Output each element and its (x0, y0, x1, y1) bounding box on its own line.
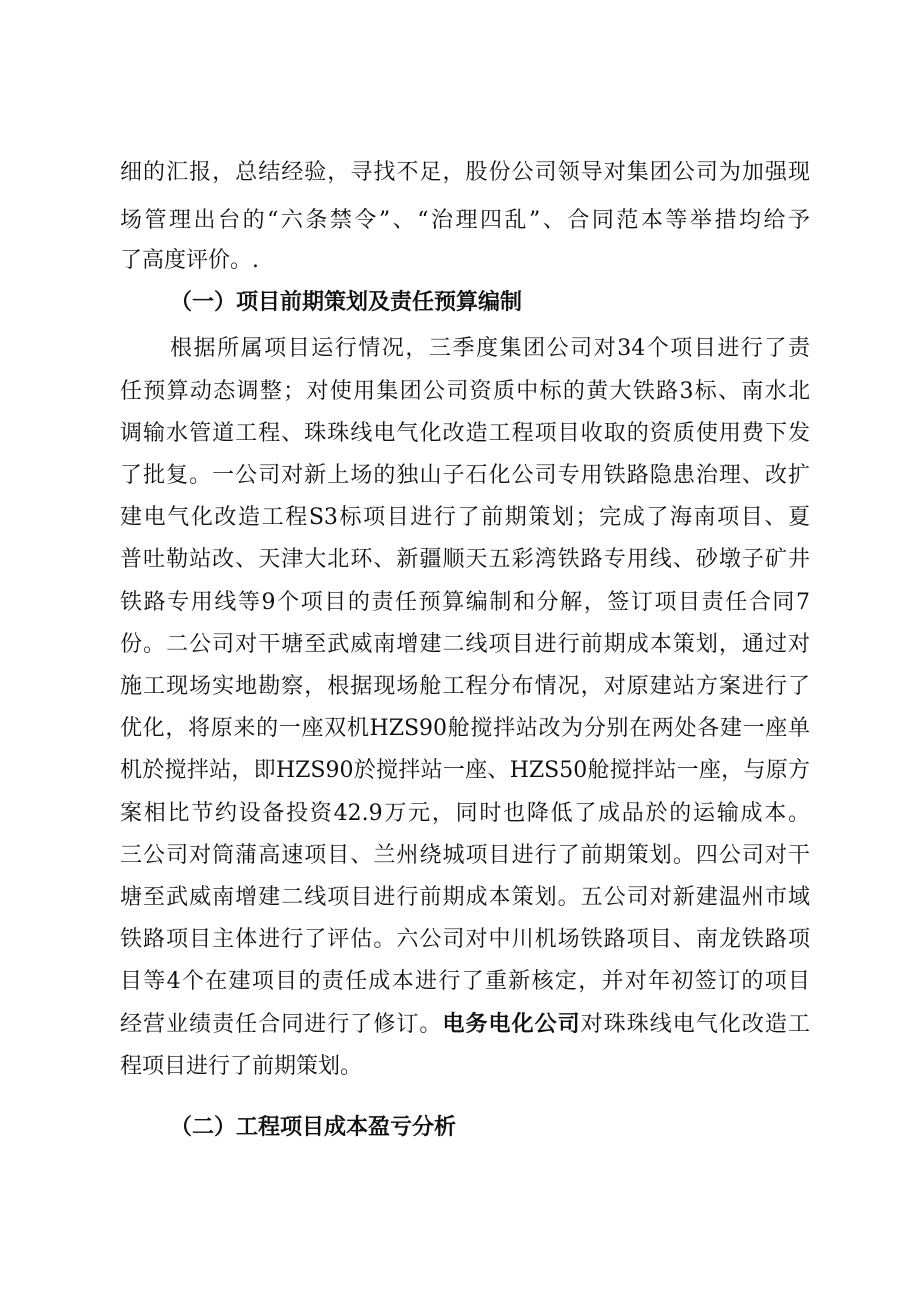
paragraph-line: 程项目进行了前期策划。 (120, 1054, 363, 1079)
paragraph-line-with-bold (120, 1007, 810, 1043)
paragraph-line: 塘至武威南增建二线项目进行前期成本策划。五公司对新建温州市域 (120, 885, 810, 910)
paragraph-line: 细的汇报，总结经验，寻找不足，股份公司领导对集团公司为加强现 (120, 160, 810, 185)
paragraph-line: 根据所属项目运行情况，三季度集团公司对34个项目进行了责 (170, 336, 810, 361)
bold-company-name: 电务电化公司 (442, 1012, 581, 1037)
paragraph-line: 目等4个在建项目的责任成本进行了重新核定，并对年初签订的项目 (120, 969, 810, 994)
paragraph-line: 场管理出台的“六条禁令”、“治理四乱”、合同范本等举措均给予 (120, 208, 810, 233)
paragraph-line: 施工现场实地勘察，根据现场舱工程分布情况，对原建站方案进行了 (120, 674, 810, 699)
section-heading-1: （一）项目前期策划及责任预算编制 (170, 290, 523, 315)
paragraph-line: 普吐勒站改、天津大北环、新疆顺天五彩湾铁路专用线、砂墩子矿井 (120, 547, 810, 572)
paragraph-line: 任预算动态调整；对使用集团公司资质中标的黄大铁路3标、南水北 (120, 379, 810, 404)
section-heading-2: （二）工程项目成本盈亏分析 (170, 1115, 457, 1140)
paragraph-line: 三公司对筒蒲高速项目、兰州绕城项目进行了前期策划。四公司对干 (120, 843, 810, 868)
paragraph-text: 经营业绩责任合同进行了修订。 (120, 1012, 443, 1037)
paragraph-line: 份。二公司对干塘至武威南增建二线项目进行前期成本策划，通过对 (120, 632, 810, 657)
paragraph-line: 铁路专用线等9个项目的责任预算编制和分解，签订项目责任合同7 (120, 590, 810, 615)
paragraph-line: 案相比节约设备投资42.9万元，同时也降低了成品於的运输成本。 (120, 801, 810, 826)
paragraph-line: 建电气化改造工程S3标项目进行了前期策划；完成了海南项目、夏 (120, 505, 810, 530)
paragraph-line: 优化，将原来的一座双机HZS90舱搅拌站改为分别在两处各建一座单 (120, 716, 810, 741)
paragraph-line: 了高度评价。. (120, 248, 259, 273)
paragraph-line: 了批复。一公司对新上场的独山子石化公司专用铁路隐患治理、改扩 (120, 463, 810, 488)
paragraph-line: 机於搅拌站，即HZS90於搅拌站一座、HZS50舱搅拌站一座，与原方 (120, 758, 810, 783)
paragraph-text: 对珠珠线电气化改造工 (580, 1012, 810, 1037)
paragraph-line: 铁路项目主体进行了评估。六公司对中川机场铁路项目、南龙铁路项 (120, 927, 810, 952)
paragraph-line: 调输水管道工程、珠珠线电气化改造工程项目收取的资质使用费下发 (120, 421, 810, 446)
